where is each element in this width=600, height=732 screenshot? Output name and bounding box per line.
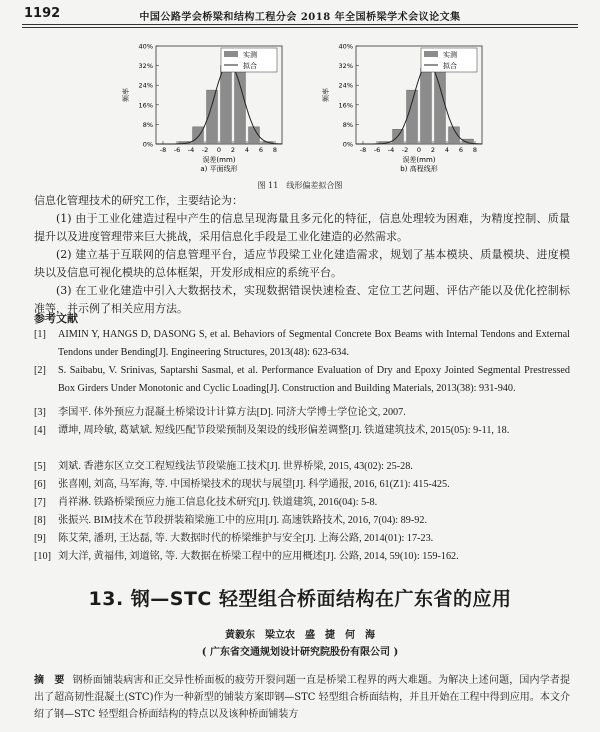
reference-number: [9] — [34, 533, 46, 544]
legend-label-fit: 拟合 — [443, 62, 457, 70]
reference-number: [1] — [34, 329, 46, 340]
y-tick-label: 24% — [338, 81, 353, 90]
reference-item — [34, 548, 570, 566]
reference-number: [4] — [34, 425, 46, 436]
x-tick-label: 4 — [444, 146, 450, 154]
reference-number: [2] — [34, 365, 46, 376]
abstract-text: 钢桥面铺装病害和正交异性桥面板的疲劳开裂问题一直是桥梁工程界的两大难题。为解决上述问题，国内学者提出了超高韧性混凝土(STC)作为一种新型的铺装方案即钢—STC 轻型组合桥面结构，并且开始在工程中得到应用。本文介绍了钢—STC 轻型组合桥面结构的特点以及该种桥面铺装方 — [34, 675, 571, 720]
page-number: 1192 — [24, 6, 61, 21]
x-tick-label: 0 — [416, 146, 422, 154]
x-tick-label: -4 — [187, 146, 195, 154]
x-tick-label: -2 — [401, 146, 409, 154]
reference-text: 陈艾荣, 潘玥, 王达磊, 等. 大数据时代的桥梁维护与安全[J]. 上海公路, 2014(01): 17-23. — [58, 533, 434, 544]
y-tick-label: 0% — [342, 140, 353, 149]
header-rule — [22, 24, 578, 25]
x-tick-label: -4 — [387, 146, 395, 154]
reference-text: AIMIN Y, HANGS D, DASONG S, et al. Behaviors of Segmental Concrete Box Beams with Internal Tendons and External Tendons under Bending[J]. Engineering Structures, 2013(48): 623-634. — [58, 329, 570, 358]
histogram-bar — [421, 68, 432, 144]
x-tick-label: 8 — [272, 146, 278, 154]
reference-item — [34, 494, 570, 512]
reference-item — [34, 404, 570, 422]
x-axis-label: 误差(mm) — [202, 156, 236, 164]
x-tick-label: 0 — [216, 146, 222, 154]
reference-item — [34, 530, 570, 548]
y-tick-label: 40% — [138, 42, 153, 51]
conclusion-1: (1) 由于工业化建造过程中产生的信息呈现海量且多元化的特征，信息处理较为困难，为精度控制、质量提升以及进度管理带来巨大挑战，采用信息化手段是工业化建造的必然需求。 — [34, 212, 570, 243]
reference-number: [8] — [34, 515, 46, 526]
x-axis-label: 误差(mm) — [402, 156, 436, 164]
histogram-bar — [435, 68, 446, 144]
y-tick-label: 32% — [138, 62, 153, 71]
legend-swatch-measured — [424, 51, 438, 57]
legend-label-fit: 拟合 — [243, 62, 257, 70]
conclusion-3: (3) 在工业化建造中引入大数据技术，实现数据错误快速检查、定位工艺问题、评估产能以及优化控制标准等，并示例了相关应用方法。 — [34, 284, 570, 315]
conclusion-2: (2) 建立基于互联网的信息管理平台，适应节段梁工业化建造需求，规划了基本模块、质量模块、进度模块以及信息可视化模块的总体框架，开发形成相应的系统平台。 — [34, 248, 570, 279]
y-tick-label: 32% — [338, 62, 353, 71]
chart-plane-alignment — [120, 40, 290, 175]
reference-text: 李国平. 体外预应力混凝土桥梁设计计算方法[D]. 同济大学博士学位论文, 2007. — [58, 407, 406, 418]
reference-text: S. Saibabu, V. Srinivas, Saptarshi Sasmal, et al. Performance Evaluation of Dry and Epoxy Jointed Segmental Prestressed Box Girders Under Monotonic and Cyclic Loading[J]. Construction and Building Materials, 2013(38): 931-940. — [58, 365, 570, 394]
y-axis-label: 频率 — [122, 88, 130, 102]
histogram-bar — [407, 90, 418, 144]
reference-text: 刘斌. 香港东区立交工程短线法节段梁施工技术[J]. 世界桥梁, 2015, 43(02): 25-28. — [58, 461, 413, 472]
y-axis-label: 频率 — [322, 88, 330, 102]
article-title: 13. 钢—STC 轻型组合桥面结构在广东省的应用 — [88, 588, 512, 610]
reference-number: [7] — [34, 497, 46, 508]
fit-curve — [156, 63, 282, 144]
x-tick-label: -8 — [359, 146, 367, 154]
reference-text: 肖祥淋. 铁路桥梁预应力施工信息化技术研究[J]. 铁道建筑, 2016(04): 5-8. — [58, 497, 378, 508]
reference-item — [34, 458, 570, 476]
reference-text: 刘大洋, 黄福伟, 刘道铭, 等. 大数据在桥梁工程中的应用概述[J]. 公路, 2014, 59(10): 159-162. — [58, 551, 459, 562]
reference-item — [34, 476, 570, 494]
histogram-bar — [221, 66, 232, 144]
chart-subcaption: b) 高程线形 — [400, 165, 438, 173]
fit-curve — [356, 63, 482, 144]
header-rule-thin — [22, 27, 578, 28]
y-tick-label: 40% — [338, 42, 353, 51]
reference-item — [34, 422, 570, 440]
x-tick-label: 6 — [458, 146, 464, 154]
histogram-bar — [249, 127, 260, 144]
x-tick-label: -2 — [201, 146, 209, 154]
chart-subcaption: a) 平面线形 — [200, 165, 238, 173]
x-tick-label: -6 — [173, 146, 181, 154]
article-authors: 黄毅东 梁立农 盛 捷 何 海 — [225, 630, 375, 641]
reference-number: [3] — [34, 407, 46, 418]
reference-number: [6] — [34, 479, 46, 490]
reference-text: 张振兴. BIM技术在节段拼装箱梁施工中的应用[J]. 高速铁路技术, 2016, 7(04): 89-92. — [58, 515, 428, 526]
body-intro: 信息化管理技术的研究工作，主要结论为： — [34, 194, 243, 207]
reference-item — [34, 512, 570, 530]
chart-elevation-svg — [320, 40, 490, 175]
running-header: 中国公路学会桥梁和结构工程分会 2018 年全国桥梁学术会议论文集 — [139, 12, 461, 23]
abstract-label: 摘 要 — [34, 675, 65, 686]
histogram-bar — [235, 71, 246, 145]
y-tick-label: 8% — [342, 120, 353, 129]
reference-text: 张喜刚, 刘高, 马军海, 等. 中国桥梁技术的现状与展望[J]. 科学通报, 2016, 61(Z1): 415-425. — [58, 479, 450, 490]
y-tick-label: 16% — [138, 101, 153, 110]
histogram-bar — [193, 127, 204, 144]
references-heading: 参考文献 — [34, 312, 78, 325]
y-tick-label: 8% — [142, 120, 153, 129]
chart-elevation-alignment — [320, 40, 490, 175]
abstract — [34, 672, 570, 723]
figure-caption: 图 11 线形偏差拟合图 — [257, 181, 343, 190]
chart-plane-svg — [120, 40, 290, 175]
legend-label-measured: 实测 — [243, 51, 257, 59]
x-tick-label: -8 — [159, 146, 167, 154]
x-tick-label: -6 — [373, 146, 381, 154]
x-tick-label: 2 — [230, 146, 236, 154]
legend-swatch-measured — [224, 51, 238, 57]
legend-label-measured: 实测 — [443, 51, 457, 59]
reference-number: [10] — [34, 551, 51, 562]
reference-number: [5] — [34, 461, 46, 472]
x-tick-label: 8 — [472, 146, 478, 154]
y-tick-label: 24% — [138, 81, 153, 90]
x-tick-label: 4 — [244, 146, 250, 154]
x-tick-label: 6 — [258, 146, 264, 154]
y-tick-label: 16% — [338, 101, 353, 110]
article-affiliation: ( 广东省交通规划设计研究院股份有限公司 ) — [201, 647, 399, 658]
reference-text: 谭坤, 周玲敏, 葛斌斌. 短线匹配节段梁预制及架设的线形偏差调整[J]. 铁道建筑技术, 2015(05): 9-11, 18. — [58, 425, 510, 436]
x-tick-label: 2 — [430, 146, 436, 154]
y-tick-label: 0% — [142, 140, 153, 149]
reference-item — [34, 362, 570, 398]
reference-item — [34, 326, 570, 362]
